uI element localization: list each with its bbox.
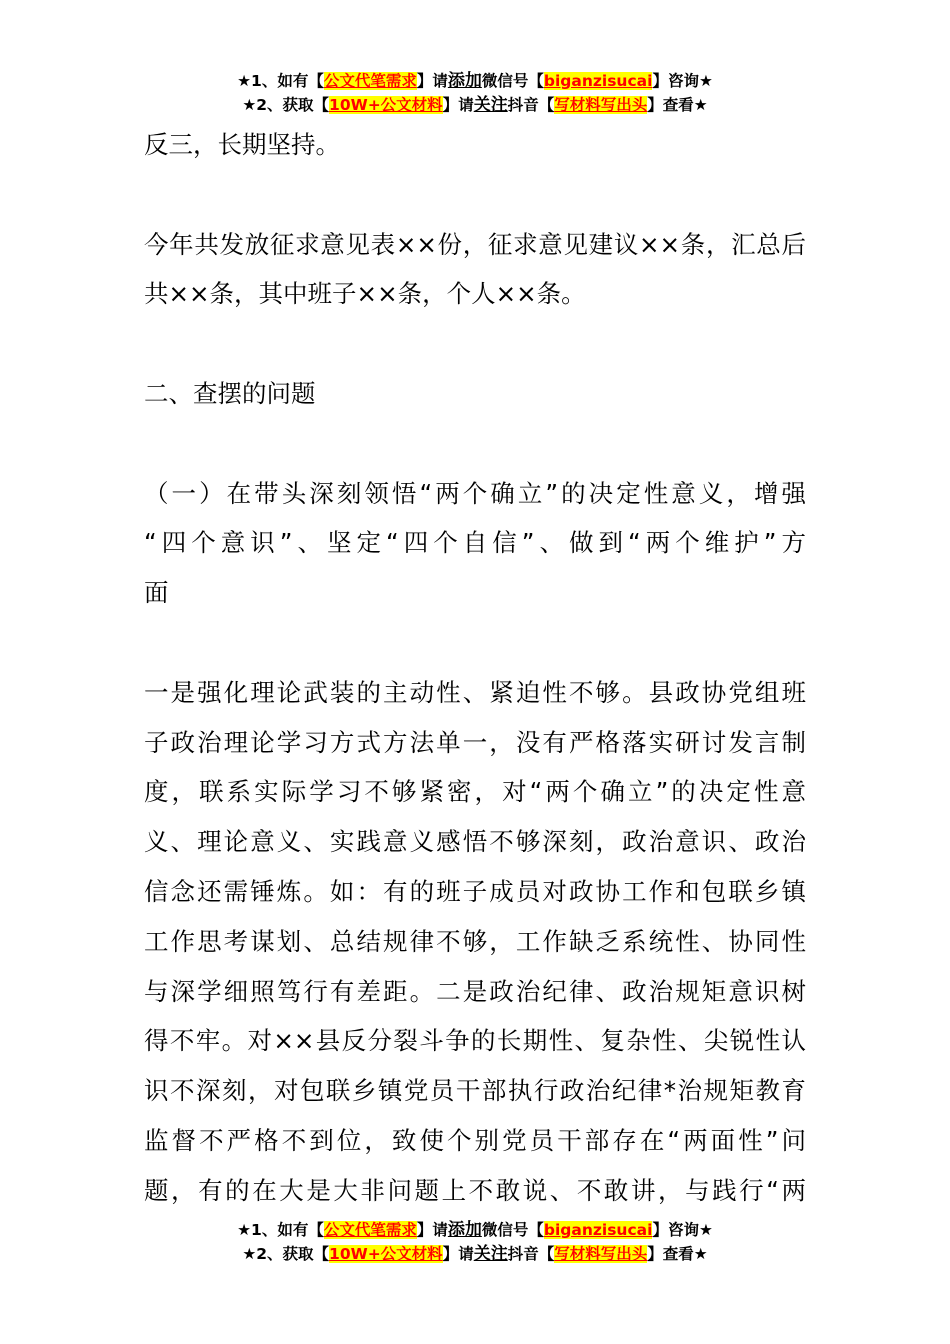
banner-text: ★2、获取【 (242, 96, 330, 114)
banner-line-1 (0, 1218, 950, 1242)
text-line: 共××条，其中班子××条，个人××条。 (144, 279, 586, 309)
text-line: 度，联系实际学习不够紧密，对“两个确立”的决定性意 (144, 777, 806, 807)
banner-text: 】查看★ (647, 96, 708, 114)
banner-highlight: 10W+公文材料 (329, 1245, 443, 1263)
banner-underlined: 添加 (447, 71, 482, 91)
text-line: 与深学细照笃行有差距。二是政治纪律、政治规矩意识树 (144, 976, 806, 1006)
paragraph (144, 220, 806, 320)
header-banner (0, 69, 950, 117)
subsection-heading (144, 469, 806, 618)
text-line: 监督不严格不到位，致使个别党员干部存在“两面性”问 (144, 1125, 806, 1155)
text-line: （一）在带头深刻领悟“两个确立”的决定性意义，增强 (144, 478, 806, 508)
footer-banner (0, 1218, 950, 1266)
banner-text: 微信号【 (481, 1221, 544, 1239)
banner-text: 】请 (442, 96, 474, 114)
banner-highlight: biganzisucai (543, 72, 653, 90)
text-line: 二、查摆的问题 (144, 378, 316, 408)
text-line: 一是强化理论武装的主动性、紧迫性不够。县政协党组班 (144, 677, 806, 707)
banner-highlight: 公文代笔需求 (323, 1221, 417, 1239)
banner-text: 】查看★ (647, 1245, 708, 1263)
banner-text: 】请 (442, 1245, 474, 1263)
banner-highlight: 公文代笔需求 (323, 72, 417, 90)
text-line: 面 (144, 578, 169, 608)
text-line: “四个意识”、坚定“四个自信”、做到“两个维护”方 (144, 528, 806, 558)
banner-highlight: 写材料写出头 (554, 96, 648, 114)
banner-line-2 (0, 93, 950, 117)
text-line: 义、理论意义、实践意义感悟不够深刻，政治意识、政治 (144, 827, 806, 857)
banner-highlight: biganzisucai (543, 1221, 653, 1239)
text-line: 题，有的在大是大非问题上不敢说、不敢讲，与践行“两 (144, 1175, 806, 1205)
banner-text: 微信号【 (481, 72, 544, 90)
banner-underlined: 关注 (473, 1244, 508, 1264)
text-line: 得不牢。对××县反分裂斗争的长期性、复杂性、尖锐性认 (144, 1026, 806, 1056)
text-line: 信念还需锤炼。如：有的班子成员对政协工作和包联乡镇 (144, 876, 806, 906)
paragraph (144, 120, 806, 170)
banner-text: 抖音【 (507, 96, 555, 114)
document-body (144, 120, 806, 1265)
banner-text: 】咨询★ (652, 72, 713, 90)
banner-line-1 (0, 69, 950, 93)
banner-text: 抖音【 (507, 1245, 555, 1263)
text-line: 工作思考谋划、总结规律不够，工作缺乏系统性、协同性 (144, 926, 806, 956)
paragraph (144, 668, 806, 1216)
banner-text: 】咨询★ (652, 1221, 713, 1239)
banner-text: ★1、如有【 (237, 1221, 324, 1239)
text-line: 今年共发放征求意见表××份，征求意见建议××条，汇总后 (144, 229, 806, 259)
text-line: 识不深刻，对包联乡镇党员干部执行政治纪律*治规矩教育 (144, 1076, 806, 1106)
banner-highlight: 10W+公文材料 (329, 96, 443, 114)
banner-text: ★2、获取【 (242, 1245, 330, 1263)
banner-highlight: 写材料写出头 (554, 1245, 648, 1263)
section-heading (144, 369, 806, 419)
banner-text: 】请 (416, 72, 448, 90)
banner-underlined: 关注 (473, 95, 508, 115)
banner-line-2 (0, 1242, 950, 1266)
text-line: 子政治理论学习方式方法单一，没有严格落实研讨发言制 (144, 727, 806, 757)
text-line: 反三，长期坚持。 (144, 130, 340, 159)
banner-text: 】请 (416, 1221, 448, 1239)
banner-text: ★1、如有【 (237, 72, 324, 90)
banner-underlined: 添加 (447, 1220, 482, 1240)
